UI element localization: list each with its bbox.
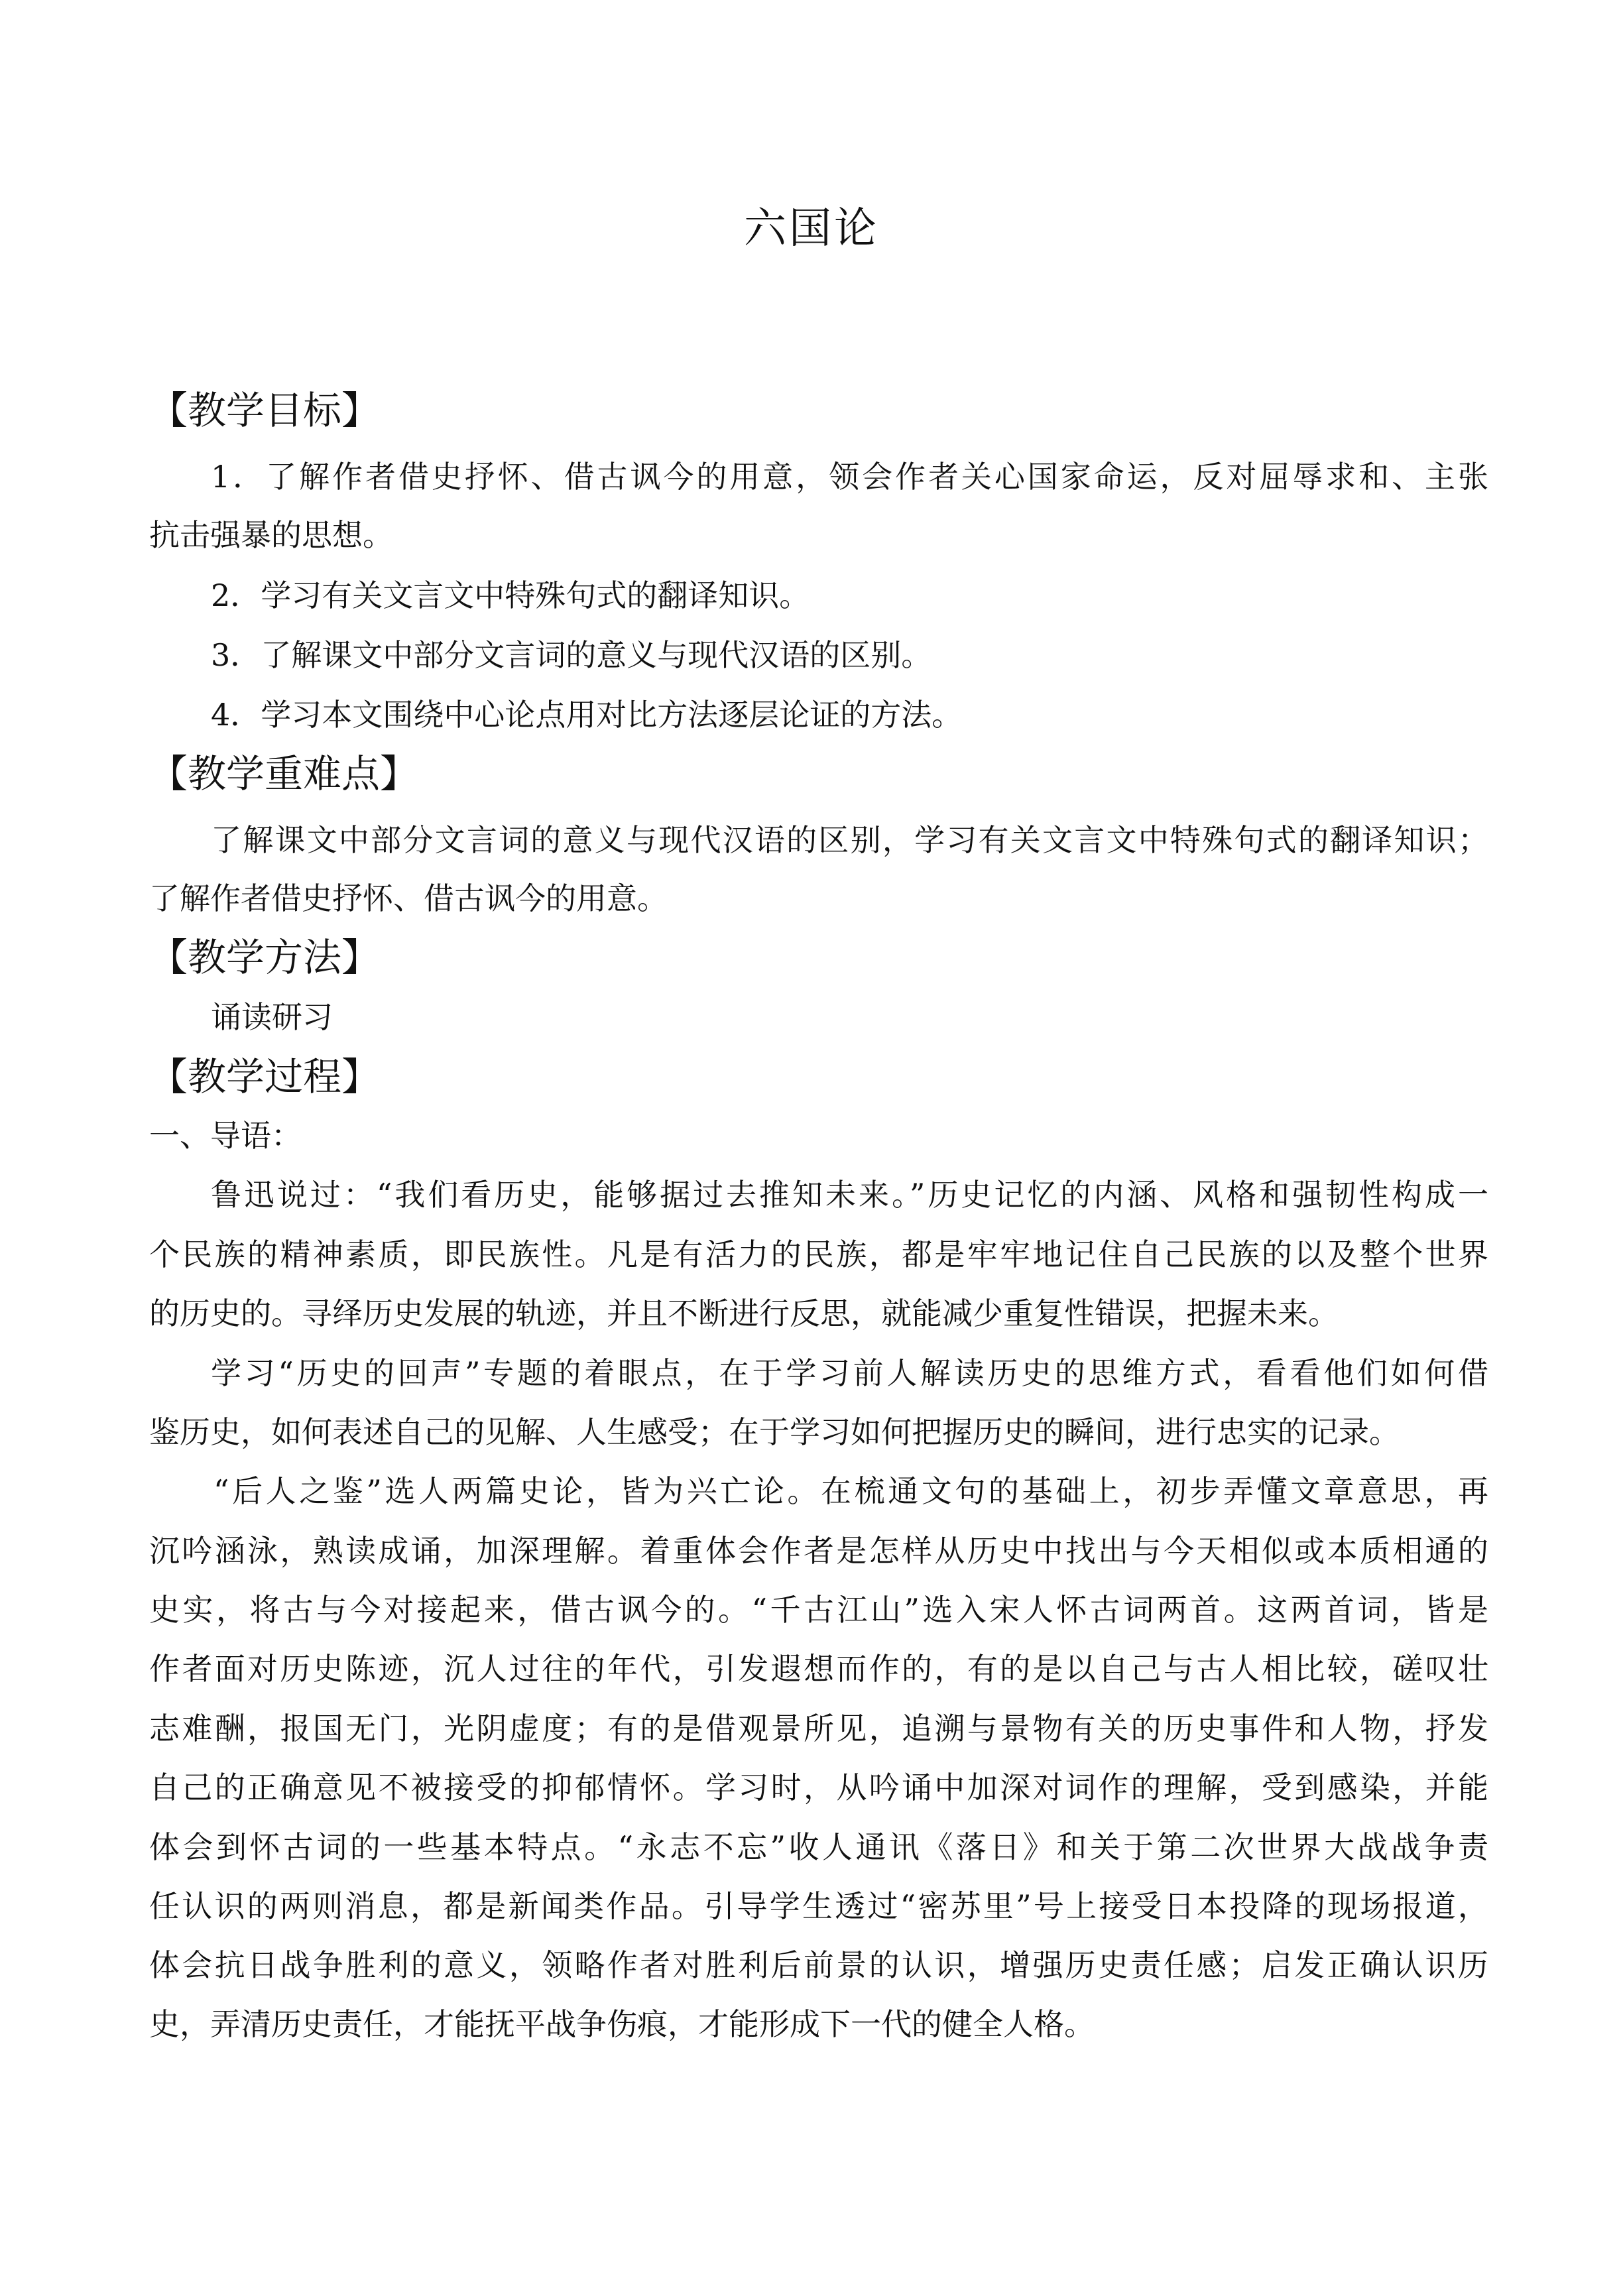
goal-line-1: 1．了解作者借史抒怀、借古讽今的用意，领会作者关心国家命运，反对屈辱求和、主张 [211,459,1488,495]
para1-line-2: 个民族的精神素质，即民族性。凡是有活力的民族，都是牢牢地记住自己民族的以及整个世界 [149,1237,1488,1272]
para1-line-3: 的历史的。寻绎历史发展的轨迹，并且不断进行反思，就能减少重复性错误，把握未来。 [149,1296,1339,1331]
para3-line-3: 史实，将古与今对接起来，借古讽今的。“千古江山”选入宋人怀古词两首。这两首词，皆是 [149,1592,1488,1628]
intro-label: 一、导语： [149,1118,302,1154]
method-text: 诵读研习 [211,999,333,1035]
difficulty-line-2: 了解作者借史抒怀、借古讽今的用意。 [149,880,668,916]
para3-line-5: 志难酬，报国无门，光阴虚度；有的是借观景所见，追溯与景物有关的历史事件和人物，抒发 [149,1711,1488,1746]
heading-teaching-goals: 【教学目标】 [149,388,381,433]
para3-line-7: 体会到怀古词的一些基本特点。“永志不忘”收人通讯《落日》和关于第二次世界大战战争责 [149,1829,1488,1865]
para3-line-10: 史，弄清历史责任，才能抚平战争伤痕，才能形成下一代的健全人格。 [149,2006,1095,2042]
para1-line-1: 鲁迅说过：“我们看历史，能够据过去推知未来。”历史记忆的内涵、风格和强韧性构成一 [211,1177,1488,1213]
para3-line-2: 沉吟涵泳，熟读成诵，加深理解。着重体会作者是怎样从历史中找出与今天相似或本质相通的 [149,1533,1488,1569]
heading-teaching-method: 【教学方法】 [149,935,381,980]
goal-line-5: 4．学习本文围绕中心论点用对比方法逐层论证的方法。 [211,697,963,733]
heading-teaching-process: 【教学过程】 [149,1054,381,1099]
difficulty-line-1: 了解课文中部分文言词的意义与现代汉语的区别，学习有关文言文中特殊句式的翻译知识； [211,822,1488,858]
para2-line-1: 学习“历史的回声”专题的着眼点，在于学习前人解读历史的思维方式，看看他们如何借 [211,1355,1488,1391]
goal-line-3: 2．学习有关文言文中特殊句式的翻译知识。 [211,577,810,613]
goal-line-2: 抗击强暴的思想。 [149,517,393,553]
para3-line-4: 作者面对历史陈迹，沉人过往的年代，引发遐想而作的，有的是以自己与古人相比较，磋叹壮 [149,1651,1488,1687]
para3-line-6: 自己的正确意见不被接受的抑郁情怀。学习时，从吟诵中加深对词作的理解，受到感染，并能 [149,1770,1488,1805]
para3-line-9: 体会抗日战争胜利的意义，领略作者对胜利后前景的认识，增强历史责任感；启发正确认识历 [149,1947,1488,1983]
para3-line-1: “后人之鉴”选人两篇史论，皆为兴亡论。在梳通文句的基础上，初步弄懂文章意思，再 [213,1473,1488,1509]
para2-line-2: 鉴历史，如何表述自己的见解、人生感受；在于学习如何把握历史的瞬间，进行忠实的记录。 [149,1414,1400,1450]
goal-line-4: 3．了解课文中部分文言词的意义与现代汉语的区别。 [211,637,932,673]
document-title: 六国论 [744,204,879,253]
heading-key-difficulties: 【教学重难点】 [149,751,419,796]
para3-line-8: 任认识的两则消息，都是新闻类作品。引导学生透过“密苏里”号上接受日本投降的现场报道， [149,1888,1488,1924]
